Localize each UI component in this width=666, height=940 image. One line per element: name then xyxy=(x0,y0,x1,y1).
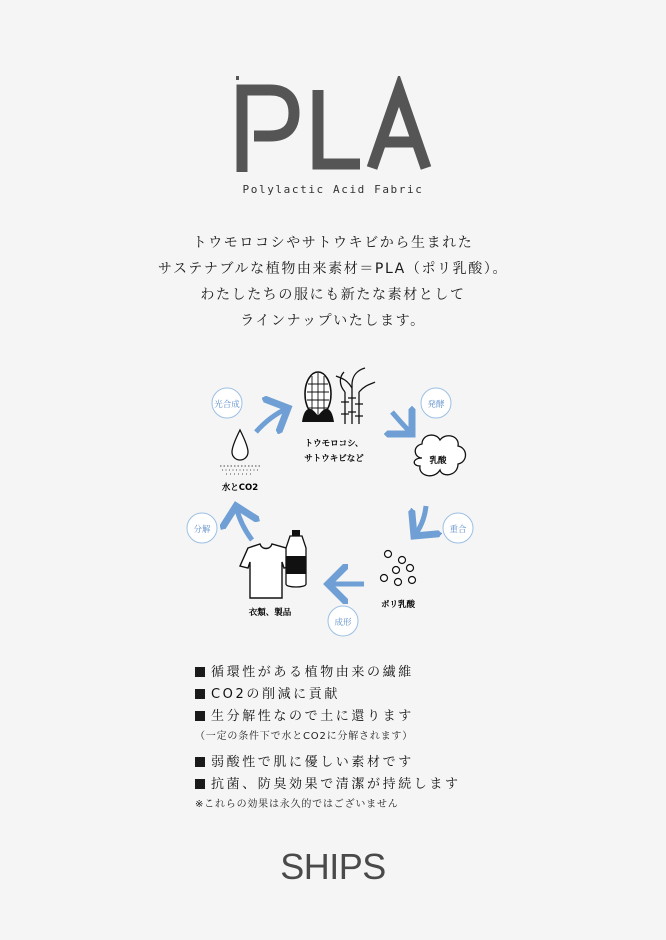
svg-text:分解: 分解 xyxy=(193,525,211,535)
pla-logo xyxy=(236,76,436,172)
intro-text xyxy=(0,230,666,334)
feature-item: 弱酸性で肌に優しい素材です xyxy=(195,752,515,774)
intro-line: ラインナップいたします。 xyxy=(240,313,426,329)
brand-logo: SHIPS xyxy=(280,846,386,887)
feature-item: 抗菌、防臭効果で清潔が持続します xyxy=(195,774,515,796)
plants-label: トウモロコシ、 xyxy=(304,439,364,449)
intro-line: サステナブルな植物由来素材＝PLA（ポリ乳酸）。 xyxy=(157,261,509,277)
water-drop-icon xyxy=(220,430,260,474)
arrow-icon xyxy=(414,506,426,536)
arrow-icon xyxy=(392,412,412,434)
step-badge-molding xyxy=(328,606,358,636)
svg-text:光合成: 光合成 xyxy=(214,400,240,410)
svg-text:乳酸: 乳酸 xyxy=(429,456,447,466)
disclaimer: ※これらの効果は永久的ではございません xyxy=(195,799,399,810)
products-label: 衣類、製品 xyxy=(248,608,292,618)
svg-text:重合: 重合 xyxy=(449,525,467,535)
intro-line: わたしたちの服にも新たな素材として xyxy=(200,287,466,303)
bullet-square-icon xyxy=(195,779,205,789)
lifecycle-diagram xyxy=(0,360,666,660)
bullet-square-icon xyxy=(195,689,205,699)
intro-line: トウモロコシやサトウキビから生まれた xyxy=(192,235,474,251)
plants-label: サトウキビなど xyxy=(304,454,364,464)
step-badge-decomposition xyxy=(187,513,217,543)
bottle-icon xyxy=(286,530,306,587)
feature-list xyxy=(195,662,515,814)
arrow-icon xyxy=(236,506,252,540)
polylactic-acid-label: ポリ乳酸 xyxy=(380,600,416,610)
subtitle: Polylactic Acid Fabric xyxy=(242,183,424,196)
feature-item: 循環性がある植物由来の繊維 xyxy=(195,662,515,684)
feature-item: 生分解性なので土に還ります xyxy=(195,706,515,728)
bullet-square-icon xyxy=(195,757,205,767)
svg-text:発酵: 発酵 xyxy=(427,400,445,410)
feature-item: CO2の削減に貢献 xyxy=(195,684,515,706)
bullet-square-icon xyxy=(195,667,205,677)
svg-text:成形: 成形 xyxy=(334,618,352,628)
bullet-square-icon xyxy=(195,711,205,721)
sugarcane-icon xyxy=(336,368,375,424)
tshirt-icon xyxy=(240,544,292,598)
step-badge-fermentation xyxy=(421,388,451,418)
step-badge-photosynthesis xyxy=(212,388,242,418)
water-co2-label: 水とCO2 xyxy=(221,483,259,493)
polylactic-acid-icon xyxy=(381,551,416,586)
corn-icon xyxy=(302,372,334,422)
step-badge-polymerization xyxy=(443,513,473,543)
lactic-acid-icon xyxy=(414,435,465,476)
feature-note: （一定の条件下で水とCO2に分解されます） xyxy=(195,731,414,742)
arrow-icon xyxy=(256,408,288,432)
